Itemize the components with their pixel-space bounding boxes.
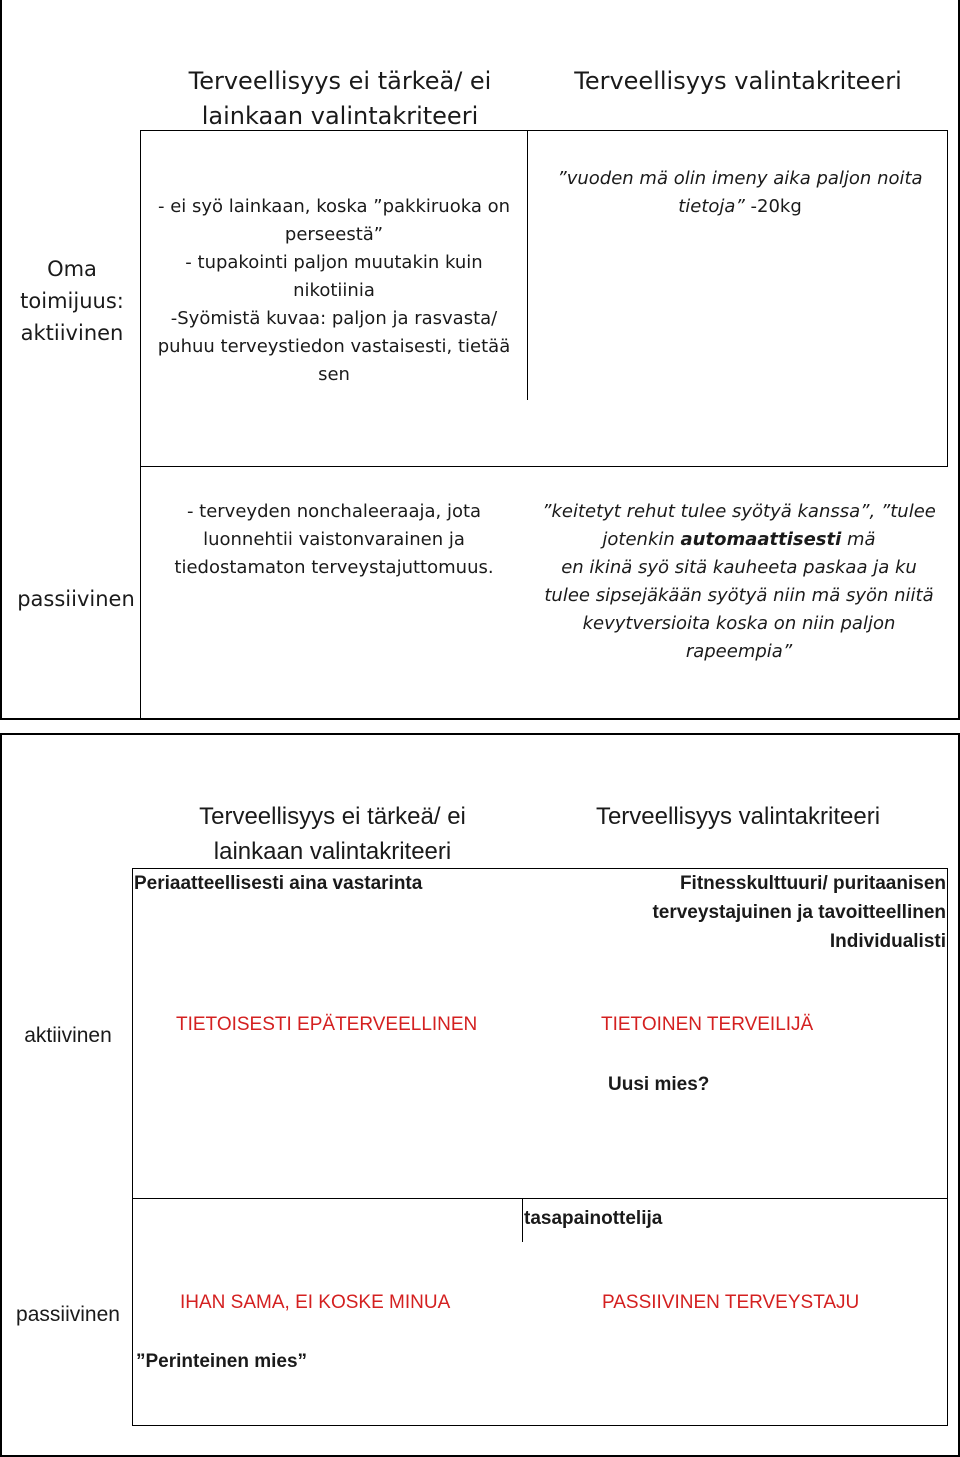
t1-cell-passive-left: - terveyden nonchaleeraaja, jota luonnehtii vaistonvarainen ja tiedostamaton terveystajuttomuus.	[174, 501, 494, 578]
t2-passive-left: IHAN SAMA, EI KOSKE MINUA	[180, 1292, 451, 1313]
t2-row-passive-label: passiivinen	[16, 1303, 120, 1326]
t1-col-right-header: Terveellisyys valintakriteeri	[574, 67, 902, 95]
t2-active-left: TIETOISESTI EPÄTERVEELLINEN	[176, 1014, 478, 1035]
t2-right-inner	[947, 868, 948, 1425]
t1-row-active-label: Oma toimijuus: aktiivinen	[20, 257, 124, 345]
t2-row-active-label: aktiivinen	[24, 1024, 112, 1047]
t1-mid-col-divider-top	[527, 130, 528, 400]
t1-cell-passive-right: ”keitetyt rehut tulee syötyä kanssa”, ”tulee jotenkin automaattisesti mä en ikinä syö sitä kauheeta paskaa ja ku tulee sipsejäkään syötyä niin mä syön niitä kevytversioita koska on niin paljon rapeempia”	[542, 501, 936, 662]
t2-mid-col-divider	[522, 1198, 523, 1242]
t2-bottom-inner	[132, 1425, 948, 1426]
t2-col-left-header: Terveellisyys ei tärkeä/ ei lainkaan valintakriteeri	[199, 803, 466, 865]
t2-row-divider	[132, 1198, 948, 1199]
t2-col-left-sub: Periaatteellisesti aina vastarinta	[134, 873, 423, 894]
t1-row-passive-label: passiivinen	[17, 587, 135, 611]
t1-row-divider	[140, 466, 948, 467]
t2-active-right: TIETOINEN TERVEILIJÄ	[601, 1014, 814, 1035]
t2-col-divider	[132, 868, 133, 1425]
t1-col-divider	[140, 130, 141, 720]
t1-bottom-border	[0, 718, 960, 720]
t2-col-right-header: Terveellisyys valintakriteeri	[595, 803, 881, 830]
t2-center-label: tasapainottelija	[524, 1208, 663, 1229]
t2-active-right-note: Uusi mies?	[608, 1074, 710, 1095]
t2-left-border	[0, 733, 2, 1457]
t2-passive-left-note: ”Perinteinen mies”	[136, 1351, 308, 1372]
t1-cell-active-left: - ei syö lainkaan, koska ”pakkiruoka on perseestä” - tupakointi paljon muutakin kuin nikotiinia -Syömistä kuvaa: paljon ja rasvasta/ puhuu terveystiedon vastaisesti, tietää sen	[157, 196, 511, 385]
t2-top-border	[0, 733, 960, 735]
t1-left-border	[0, 0, 2, 720]
t2-col-right-sub: Fitnesskulttuuri/ puritaanisen terveystajuinen ja tavoitteellinen Individualisti	[652, 873, 946, 952]
t1-col-left-header: Terveellisyys ei tärkeä/ ei lainkaan valintakriteeri	[188, 67, 492, 130]
t1-cell-active-right: ”vuoden mä olin imeny aika paljon noita tietoja” -20kg	[557, 168, 923, 217]
t2-passive-right: PASSIIVINEN TERVEYSTAJU	[602, 1292, 860, 1313]
